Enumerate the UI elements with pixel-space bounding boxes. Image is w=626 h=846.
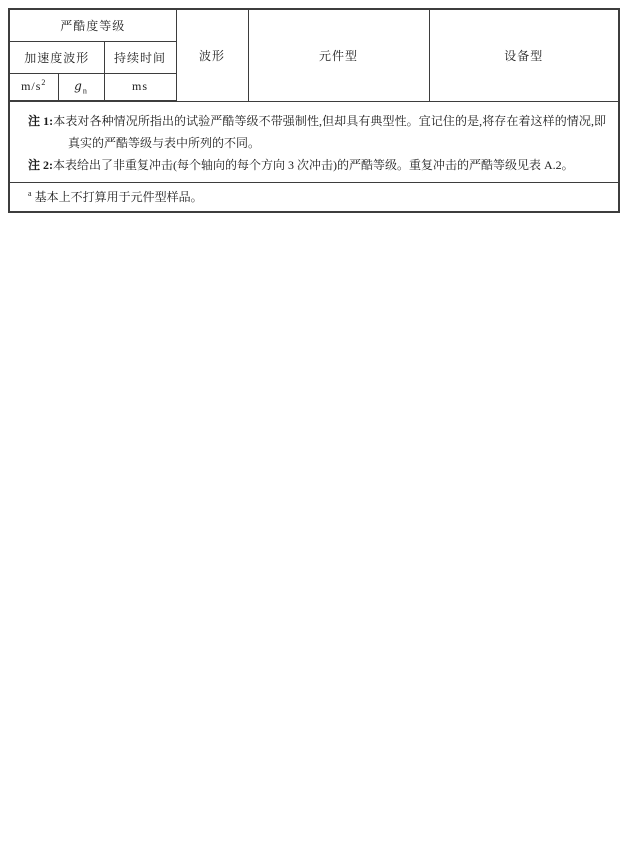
notes-row xyxy=(9,101,619,183)
note-2-label: 注 2: xyxy=(28,158,53,172)
severity-table xyxy=(8,8,620,213)
header-row-1 xyxy=(9,9,619,41)
unit-g-subscript: n xyxy=(82,86,88,96)
note-2-text: 本表给出了非重复冲击(每个轴向的每个方向 3 次冲击)的严酷等级。重复冲击的严酷等级见表 A.2。 xyxy=(53,158,574,172)
header-duration: 持续时间 xyxy=(104,41,176,73)
note-1-label: 注 1: xyxy=(28,114,54,128)
footnote-marker: a xyxy=(28,189,32,198)
note-2 xyxy=(28,154,606,176)
note-1-text: 本表对各种情况所指出的试验严酷等级不带强制性,但却具有典型性。宜记住的是,将存在着这样的情况,即真实的严酷等级与表中所列的不同。 xyxy=(53,114,607,150)
footnote-row xyxy=(9,183,619,213)
footnote xyxy=(28,187,606,207)
header-severity-level: 严酷度等级 xyxy=(9,9,176,41)
unit-ms2-base: m/s xyxy=(21,79,42,94)
footnote-cell xyxy=(9,183,619,213)
header-waveform: 波形 xyxy=(176,9,248,101)
footnote-text: 基本上不打算用于元件型样品。 xyxy=(34,190,203,204)
header-acceleration: 加速度波形 xyxy=(9,41,104,73)
unit-gn xyxy=(58,73,104,101)
unit-g-symbol: g xyxy=(74,79,83,94)
table-header xyxy=(9,9,619,101)
note-1 xyxy=(28,110,606,154)
unit-ms2-exponent: 2 xyxy=(41,78,47,88)
table-footer xyxy=(9,101,619,212)
unit-ms: ms xyxy=(104,73,176,101)
header-component-type: 元件型 xyxy=(248,9,429,101)
header-equipment-type: 设备型 xyxy=(429,9,619,101)
notes-cell xyxy=(9,101,619,183)
unit-ms2 xyxy=(9,73,58,101)
